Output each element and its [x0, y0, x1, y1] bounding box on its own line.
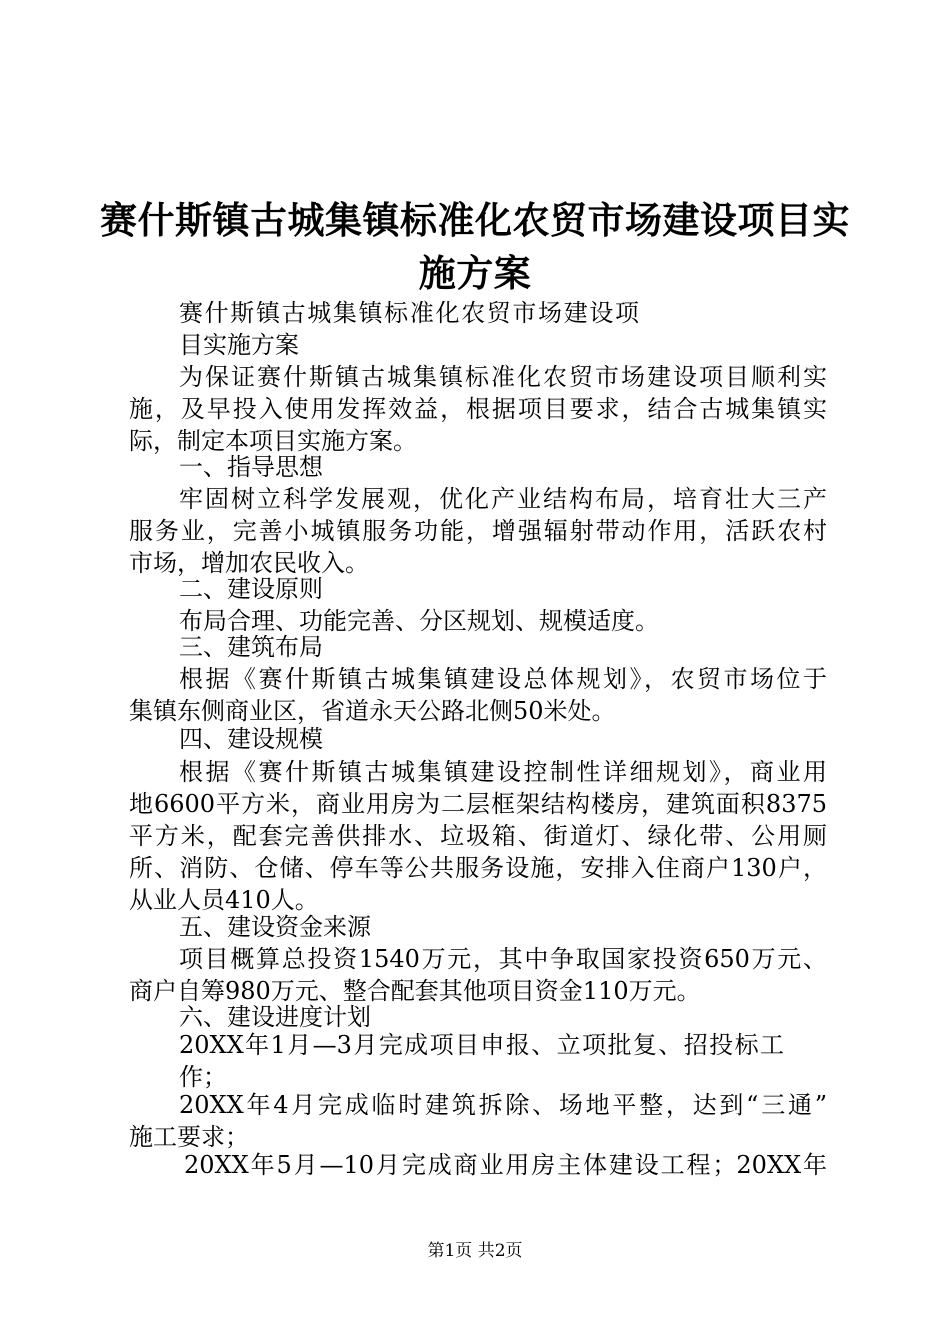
body-line: 20XX年5月—10月完成商业用房主体建设工程；20XX年 — [184, 1151, 827, 1179]
body-line: 四、建设规模 — [179, 725, 323, 753]
body-line: 牢固树立科学发展观，优化产业结构布局，培育壮大三产 — [179, 485, 827, 513]
body-line: 五、建设资金来源 — [179, 913, 371, 941]
body-line: 20XX年1月—3月完成项目申报、立项批复、招投标工 — [179, 1031, 784, 1059]
body-line: 一、指导思想 — [179, 453, 323, 481]
body-line: 商户自筹980万元、整合配套其他项目资金110万元。 — [129, 977, 701, 1005]
body-line: 际，制定本项目实施方案。 — [129, 427, 417, 455]
body-line: 赛什斯镇古城集镇标准化农贸市场建设项 — [179, 299, 639, 327]
body-line: 集镇东侧商业区，省道永天公路北侧50米处。 — [129, 697, 616, 725]
body-line: 根据《赛什斯镇古城集镇建设总体规划》，农贸市场位于 — [179, 665, 827, 693]
body-line: 项目概算总投资1540万元，其中争取国家投资650万元、 — [179, 945, 827, 973]
page-footer: 第1页 共2页 — [427, 1241, 523, 1261]
body-line: 施工要求； — [129, 1123, 249, 1151]
body-line: 根据《赛什斯镇古城集镇建设控制性详细规划》，商业用 — [179, 758, 827, 786]
body-line: 20XX年4月完成临时建筑拆除、场地平整，达到“三通” — [179, 1091, 827, 1119]
body-line: 布局合理、功能完善、分区规划、规模适度。 — [179, 607, 659, 635]
body-line: 平方米，配套完善供排水、垃圾箱、街道灯、绿化带、公用厕 — [129, 822, 827, 850]
body-line: 为保证赛什斯镇古城集镇标准化农贸市场建设项目顺利实 — [179, 363, 827, 391]
body-line: 三、建筑布局 — [179, 633, 323, 661]
body-line: 六、建设进度计划 — [179, 1003, 371, 1031]
body-line: 服务业，完善小城镇服务功能，增强辐射带动作用，活跃农村 — [129, 517, 827, 545]
body-line: 从业人员410人。 — [129, 886, 319, 914]
body-line: 目实施方案 — [179, 331, 299, 359]
document-title-line-1: 赛什斯镇古城集镇标准化农贸市场建设项目实 — [100, 198, 850, 242]
body-line: 施，及早投入使用发挥效益，根据项目要求，结合古城集镇实 — [129, 395, 827, 423]
body-line: 地6600平方米，商业用房为二层框架结构楼房，建筑面积8375 — [129, 790, 827, 818]
body-line: 二、建设原则 — [179, 575, 323, 603]
body-line: 所、消防、仓储、停车等公共服务设施，安排入住商户130户， — [129, 854, 827, 882]
body-line: 市场，增加农民收入。 — [129, 549, 369, 577]
document-title-line-2: 施方案 — [418, 251, 532, 295]
body-line: 作； — [179, 1063, 227, 1091]
